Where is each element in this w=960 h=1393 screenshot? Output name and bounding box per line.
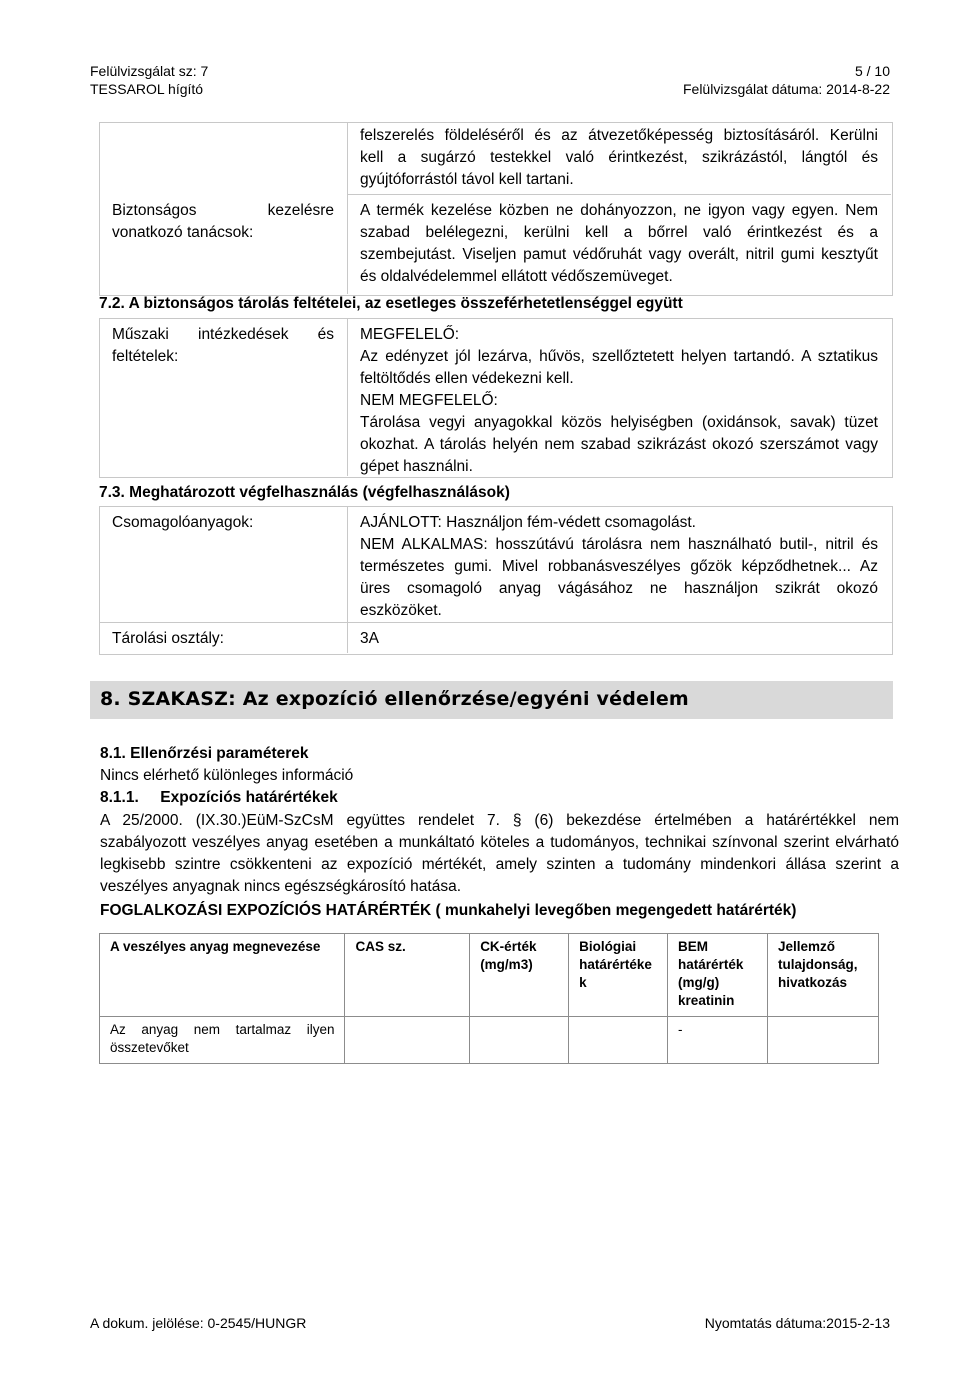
text-line: szembejutást. Viseljen pamut védőruhát vagy overált, nitril gumi kesztyűt <box>360 246 878 263</box>
handling-label <box>112 200 334 244</box>
text-line: Az edényzet jól lezárva, hűvös, szellőztetett helyen tartandó. A sztatikus <box>360 348 878 365</box>
revision-number: Felülvizsgálat sz: 7 <box>90 63 209 79</box>
end-use-heading: 7.3. Meghatározott végfelhasználás (végfelhasználások) <box>99 484 510 501</box>
text-line: szabályozott veszélyes anyag esetében a munkáltató köteles a tudományos, technikai színvonal szerint elvárható <box>100 834 899 851</box>
text-line: MEGFELELŐ: <box>360 326 460 343</box>
text-line: feltöltődés ellen védekezni kell. <box>360 370 574 387</box>
regulation-text <box>100 810 899 898</box>
text-line: kell a sugárzó testekkel való érintkezést, szikrázástól, lángtól és <box>360 149 878 166</box>
text-line: üres csomagoló anyag vágásához ne használjon szikrát okozó <box>360 580 878 597</box>
table-row <box>100 1017 879 1064</box>
storage-text <box>360 324 878 478</box>
subsection-8-1-1: 8.1.1. Expozíciós határértékek <box>100 789 338 806</box>
storage-label <box>112 324 334 368</box>
table-cell: Az anyag nem tartalmaz ilyen összetevőket <box>100 1017 345 1064</box>
text-line: eszközöket. <box>360 602 442 619</box>
subsection-8-1-text: Nincs elérhető különleges információ <box>100 767 354 784</box>
text-line: okozhat. A tárolás helyén nem szabad szikrázást okozó szerszámot vagy <box>360 436 878 453</box>
table-cell <box>767 1017 878 1064</box>
subsection-8-1: 8.1. Ellenőrzési paraméterek <box>100 745 309 762</box>
text-line: A 25/2000. (IX.30.)EüM-SzCsM együttes rendelet 7. § (6) bekezdése értelmében a határértékkel nem <box>100 812 899 829</box>
table-cell <box>470 1017 569 1064</box>
occupational-limit-heading: FOGLALKOZÁSI EXPOZÍCIÓS HATÁRÉRTÉK ( munkahelyi levegőben megengedett határérték) <box>100 902 797 919</box>
product-name: TESSAROL hígító <box>90 81 204 97</box>
handling-row-divider <box>348 194 891 195</box>
storage-class-label: Tárolási osztály: <box>112 630 224 647</box>
document-id: A dokum. jelölése: 0-2545/HUNGR <box>90 1315 307 1331</box>
table-cell: - <box>668 1017 768 1064</box>
column-header: BEM határérték (mg/g) kreatinin <box>668 934 768 1017</box>
text-line: természetes gumi. Mivel robbanásveszélyes gőzök képződhetnek... Az <box>360 558 878 575</box>
column-header: CAS sz. <box>345 934 470 1017</box>
handling-divider <box>347 122 348 294</box>
storage-label-line: feltételek: <box>112 348 179 365</box>
column-header: Biológiai határértéke k <box>569 934 668 1017</box>
text-line: szabad belélegezni, kerülni kell a bőrrel való érintkezést és a <box>360 224 878 241</box>
page-number: 5 / 10 <box>854 63 890 79</box>
storage-divider <box>347 318 348 476</box>
text-line: NEM ALKALMAS: hosszútávú tárolásra nem használható butil-, nitril és <box>360 536 878 553</box>
handling-advice <box>360 200 878 288</box>
column-header: A veszélyes anyag megnevezése <box>100 934 345 1017</box>
text-line: NEM MEGFELELŐ: <box>360 392 498 409</box>
text-line: legkisebb szintre csökkenteni az expozíció mértékét, amely szinten a tudomány mindenkori állása szerint a <box>100 856 899 873</box>
section-8-title: 8. SZAKASZ: Az expozíció ellenőrzése/egyéni védelem <box>100 688 689 710</box>
text-line: veszélyes anyagnak nincs egészségkárosító hatása. <box>100 878 462 895</box>
table-cell <box>569 1017 668 1064</box>
text-line: és oldalvédelemmel ellátott védőszemüveget. <box>360 268 673 285</box>
handling-label-word: kezelésre <box>267 202 334 219</box>
print-date: Nyomtatás dátuma:2015-2-13 <box>704 1315 890 1331</box>
handling-label-word: Biztonságos <box>112 202 197 219</box>
table-cell <box>345 1017 470 1064</box>
storage-label-line: Műszaki intézkedések és <box>112 326 334 343</box>
text-line: Tárolása vegyi anyagokkal közös helyiségben (oxidánsok, savak) tüzet <box>360 414 878 431</box>
text-line: A termék kezelése közben ne dohányozzon, ne igyon vagy egyen. Nem <box>360 202 878 219</box>
table-header-row <box>100 934 879 1017</box>
handling-continuation <box>360 125 878 191</box>
end-use-row-divider <box>100 622 892 623</box>
text-line: gépet használni. <box>360 458 473 475</box>
column-header: CK-érték (mg/m3) <box>470 934 569 1017</box>
handling-label-line: vonatkozó tanácsok: <box>112 224 254 241</box>
packaging-text <box>360 512 878 622</box>
storage-class-value: 3A <box>360 630 379 647</box>
revision-date: Felülvizsgálat dátuma: 2014-8-22 <box>682 81 890 97</box>
exposure-limits-table <box>99 933 879 1064</box>
column-header: Jellemző tulajdonság, hivatkozás <box>767 934 878 1017</box>
storage-heading: 7.2. A biztonságos tárolás feltételei, az esetleges összeférhetetlenséggel együtt <box>99 295 683 312</box>
packaging-label: Csomagolóanyagok: <box>112 514 254 531</box>
text-line: gyújtóforrástól távol kell tartani. <box>360 171 574 188</box>
text-line: AJÁNLOTT: Használjon fém-védett csomagolást. <box>360 514 696 531</box>
text-line: felszerelés földeléséről és az átvezetőképesség biztosításáról. Kerülni <box>360 127 878 144</box>
end-use-divider <box>347 506 348 653</box>
